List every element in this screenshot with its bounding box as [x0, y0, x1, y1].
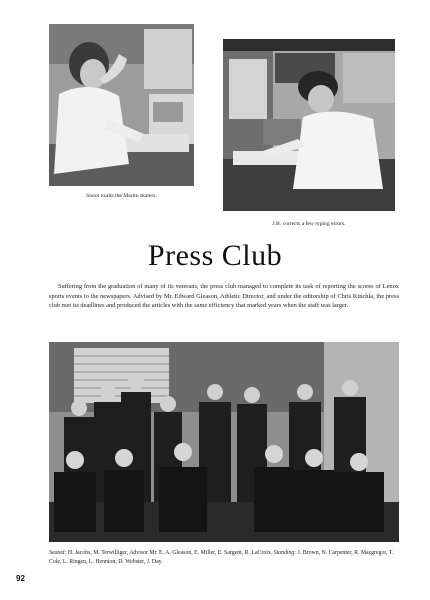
standing-label: Standing:: [273, 550, 297, 556]
caption-snoot: Snoot exalts the Martin skaters.: [86, 193, 157, 199]
body-paragraph: Suffering from the graduation of many of its veterans, the press club managed to complete its task of reporting the scores of Lenox sports events to the newspapers. Advised by Mr. Edward Gleason, Athletic Director, and under the editorship of Chris Kinchla, the press club met its deadlines and produced the articles with the same efficiency that marked years when the staff was larger.: [49, 283, 399, 310]
photo-snoot-at-desk: [49, 24, 194, 186]
photo-press-club-group: [49, 342, 399, 542]
photo-jb-typing: [223, 39, 395, 211]
page-number: 92: [16, 574, 25, 583]
page-title: Press Club: [147, 239, 283, 272]
group-caption: [49, 549, 399, 567]
seated-label: Seated:: [49, 550, 67, 556]
standing-names: J. Brown, N. Carpenter, R. Macgregor, T. Cole, L. Ringen, L. Hennion, D. Webster, J. Day.: [49, 550, 394, 565]
caption-jb: J.B. corrects a few typing errors.: [272, 221, 346, 227]
seated-names: H. Jacobs, M. Terwilliger, Advisor Mr. E. A. Gleason, E. Miller, E. Sargent, R. LaCroix.: [67, 550, 273, 556]
